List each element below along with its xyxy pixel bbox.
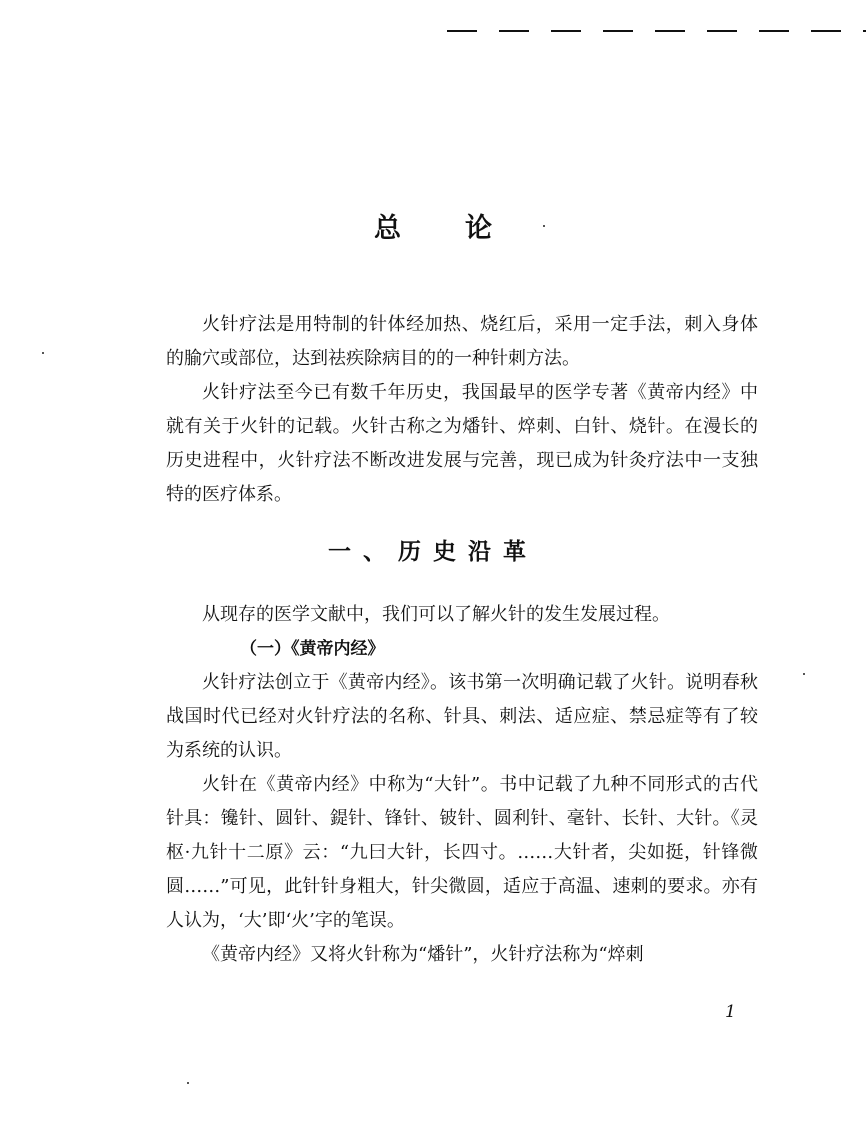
intro-paragraph: 火针疗法是用特制的针体经加热、烧红后，采用一定手法，刺入身体的腧穴或部位，达到祛疾除病目的的一种针刺方法。	[166, 314, 758, 369]
intro-section	[166, 308, 758, 512]
history-paragraph: 火针在《黄帝内经》中称为“大针”。书中记载了九种不同形式的古代针具：镵针、圆针、鍉针、锋针、铍针、圆利针、毫针、长针、大针。《灵枢·九针十二原》云：“九曰大针，长四寸。……大针者，尖如挺，针锋微圆……”可见，此针针身粗大，针尖微圆，适应于高温、速刺的要求。亦有人认为，‘大’即‘火’字的笔误。	[166, 774, 758, 931]
scan-speck	[187, 1082, 189, 1084]
history-section	[166, 598, 758, 972]
top-dashed-rule	[447, 30, 866, 32]
intro-paragraph: 火针疗法至今已有数千年历史，我国最早的医学专著《黄帝内经》中就有关于火针的记载。火针古称之为燔针、焠刺、白针、烧针。在漫长的历史进程中，火针疗法不断改进发展与完善，现已成为针灸疗法中一支独特的医疗体系。	[166, 382, 758, 505]
history-lead-paragraph: 从现存的医学文献中，我们可以了解火针的发生发展过程。	[202, 604, 670, 625]
scan-speck	[803, 673, 805, 675]
history-paragraph: 火针疗法创立于《黄帝内经》。该书第一次明确记载了火针。说明春秋战国时代已经对火针疗法的名称、针具、刺法、适应症、禁忌症等有了较为系统的认识。	[166, 672, 758, 761]
chapter-title	[0, 206, 866, 245]
sub-heading: （一）《黄帝内经》	[240, 639, 385, 659]
chapter-title-char-1: 总	[374, 213, 401, 244]
section-title: 一、历史沿革	[328, 538, 538, 565]
scan-speck	[42, 352, 44, 354]
chapter-title-char-2: 论	[465, 213, 492, 244]
page-number: 1	[725, 1002, 736, 1022]
history-paragraph: 《黄帝内经》又将火针称为“燔针”，火针疗法称为“焠刺	[202, 944, 644, 965]
scan-speck	[543, 225, 545, 227]
